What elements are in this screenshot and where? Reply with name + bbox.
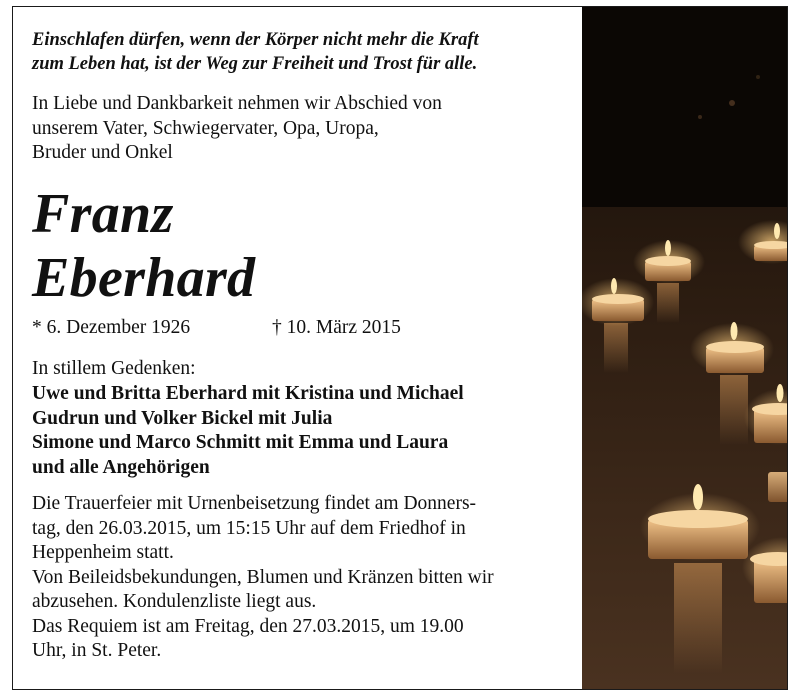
details-line: Das Requiem ist am Freitag, den 27.03.2015, um 19.00 xyxy=(32,615,464,637)
birth-date: * 6. Dezember 1926 xyxy=(32,317,191,338)
obituary-notice xyxy=(12,6,788,690)
details-line: Heppenheim statt. xyxy=(32,542,174,563)
details-line: tag, den 26.03.2015, um 15:15 Uhr auf dem Friedhof in xyxy=(32,517,466,539)
mourner-line: Uwe und Britta Eberhard mit Kristina und Michael xyxy=(32,383,464,404)
mourner-line: Simone und Marco Schmitt mit Emma und Laura xyxy=(32,432,449,453)
details-line: Von Beileidsbekundungen, Blumen und Kränzen bitten wir xyxy=(32,566,494,588)
intro-line: unserem Vater, Schwiegervater, Opa, Uropa, xyxy=(32,117,379,139)
first-name: Franz xyxy=(32,183,174,245)
intro-line: In Liebe und Dankbarkeit nehmen wir Abschied von xyxy=(32,93,442,114)
details-line: Uhr, in St. Peter. xyxy=(32,640,162,661)
mourner-line: und alle Angehörigen xyxy=(32,456,210,478)
deceased-name xyxy=(32,182,255,310)
intro-text xyxy=(32,92,442,166)
mourner-line: Gudrun und Volker Bickel mit Julia xyxy=(32,407,333,429)
ceremony-details xyxy=(32,492,494,664)
mourners-list xyxy=(32,382,464,480)
motto xyxy=(32,28,479,76)
motto-line: Einschlafen dürfen, wenn der Körper nicht mehr die Kraft xyxy=(32,30,479,50)
text-column xyxy=(13,7,563,689)
memorial-heading xyxy=(32,357,196,382)
life-dates xyxy=(32,316,401,340)
death-date: † 10. März 2015 xyxy=(272,317,401,338)
motto-line: zum Leben hat, ist der Weg zur Freiheit und Trost für alle. xyxy=(32,54,478,74)
candles-illustration xyxy=(582,7,787,689)
memorial-heading-text: In stillem Gedenken: xyxy=(32,358,196,379)
details-line: Die Trauerfeier mit Urnenbeisetzung findet am Donners- xyxy=(32,493,477,514)
tealight-candles-photo xyxy=(582,7,787,689)
last-name: Eberhard xyxy=(32,247,256,309)
details-line: abzusehen. Kondulenzliste liegt aus. xyxy=(32,591,317,612)
intro-line: Bruder und Onkel xyxy=(32,142,173,163)
